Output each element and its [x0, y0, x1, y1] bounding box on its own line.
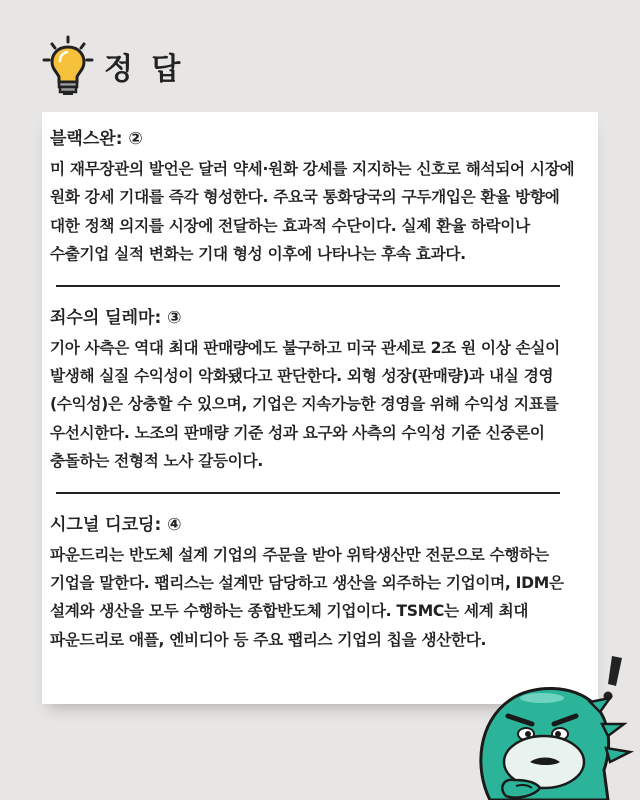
answer-section-prisoners-dilemma	[50, 305, 590, 476]
section-body: 미 재무장관의 발언은 달러 약세·원화 강세를 지지하는 신호로 해석되어 시장에 원화 강세 기대를 즉각 형성한다. 주요국 통화당국의 구두개입은 환율 방향에 대한 정책 의지를 시장에 전달하는 효과적 수단이다. 실제 환율 하락이나 수출기업 실적 변화는 기대 형성 이후에 나타나는 후속 효과다.	[50, 160, 575, 264]
lightbulb-icon	[40, 34, 96, 98]
divider	[56, 492, 560, 494]
answer-section-signal-decoding	[50, 512, 590, 655]
thinking-dinosaur-mascot	[470, 650, 640, 800]
answer-section-black-swan	[50, 126, 590, 269]
section-heading: 시그널 디코딩: ④	[50, 514, 182, 535]
divider	[56, 285, 560, 287]
section-heading: 죄수의 딜레마: ③	[50, 307, 182, 328]
header	[40, 34, 184, 98]
answer-card	[42, 112, 598, 704]
page-title: 정 답	[104, 52, 185, 87]
section-heading: 블랙스완: ②	[50, 129, 143, 149]
exclamation-icon	[604, 656, 623, 701]
section-body: 파운드리는 반도체 설계 기업의 주문을 받아 위탁생산만 전문으로 수행하는 기업을 말한다. 팹리스는 설계만 담당하고 생산을 외주하는 기업이며, IDM은 설계와 생산을 모두 수행하는 종합반도체 기업이다. TSMC는 세계 최대 파운드리로 애플, 엔비디아 등 주요 팹리스 기업의 칩을 생산한다.	[50, 545, 564, 649]
section-body: 기아 사측은 역대 최대 판매량에도 불구하고 미국 관세로 2조 원 이상 손실이 발생해 실질 수익성이 악화됐다고 판단한다. 외형 성장(판매량)과 내실 경영(수익성)은 상충할 수 있으며, 기업은 지속가능한 경영을 위해 수익성 지표를 우선시한다. 노조의 판매량 기준 성과 요구와 사측의 수익성 기준 신중론이 충돌하는 전형적 노사 갈등이다.	[50, 338, 560, 471]
